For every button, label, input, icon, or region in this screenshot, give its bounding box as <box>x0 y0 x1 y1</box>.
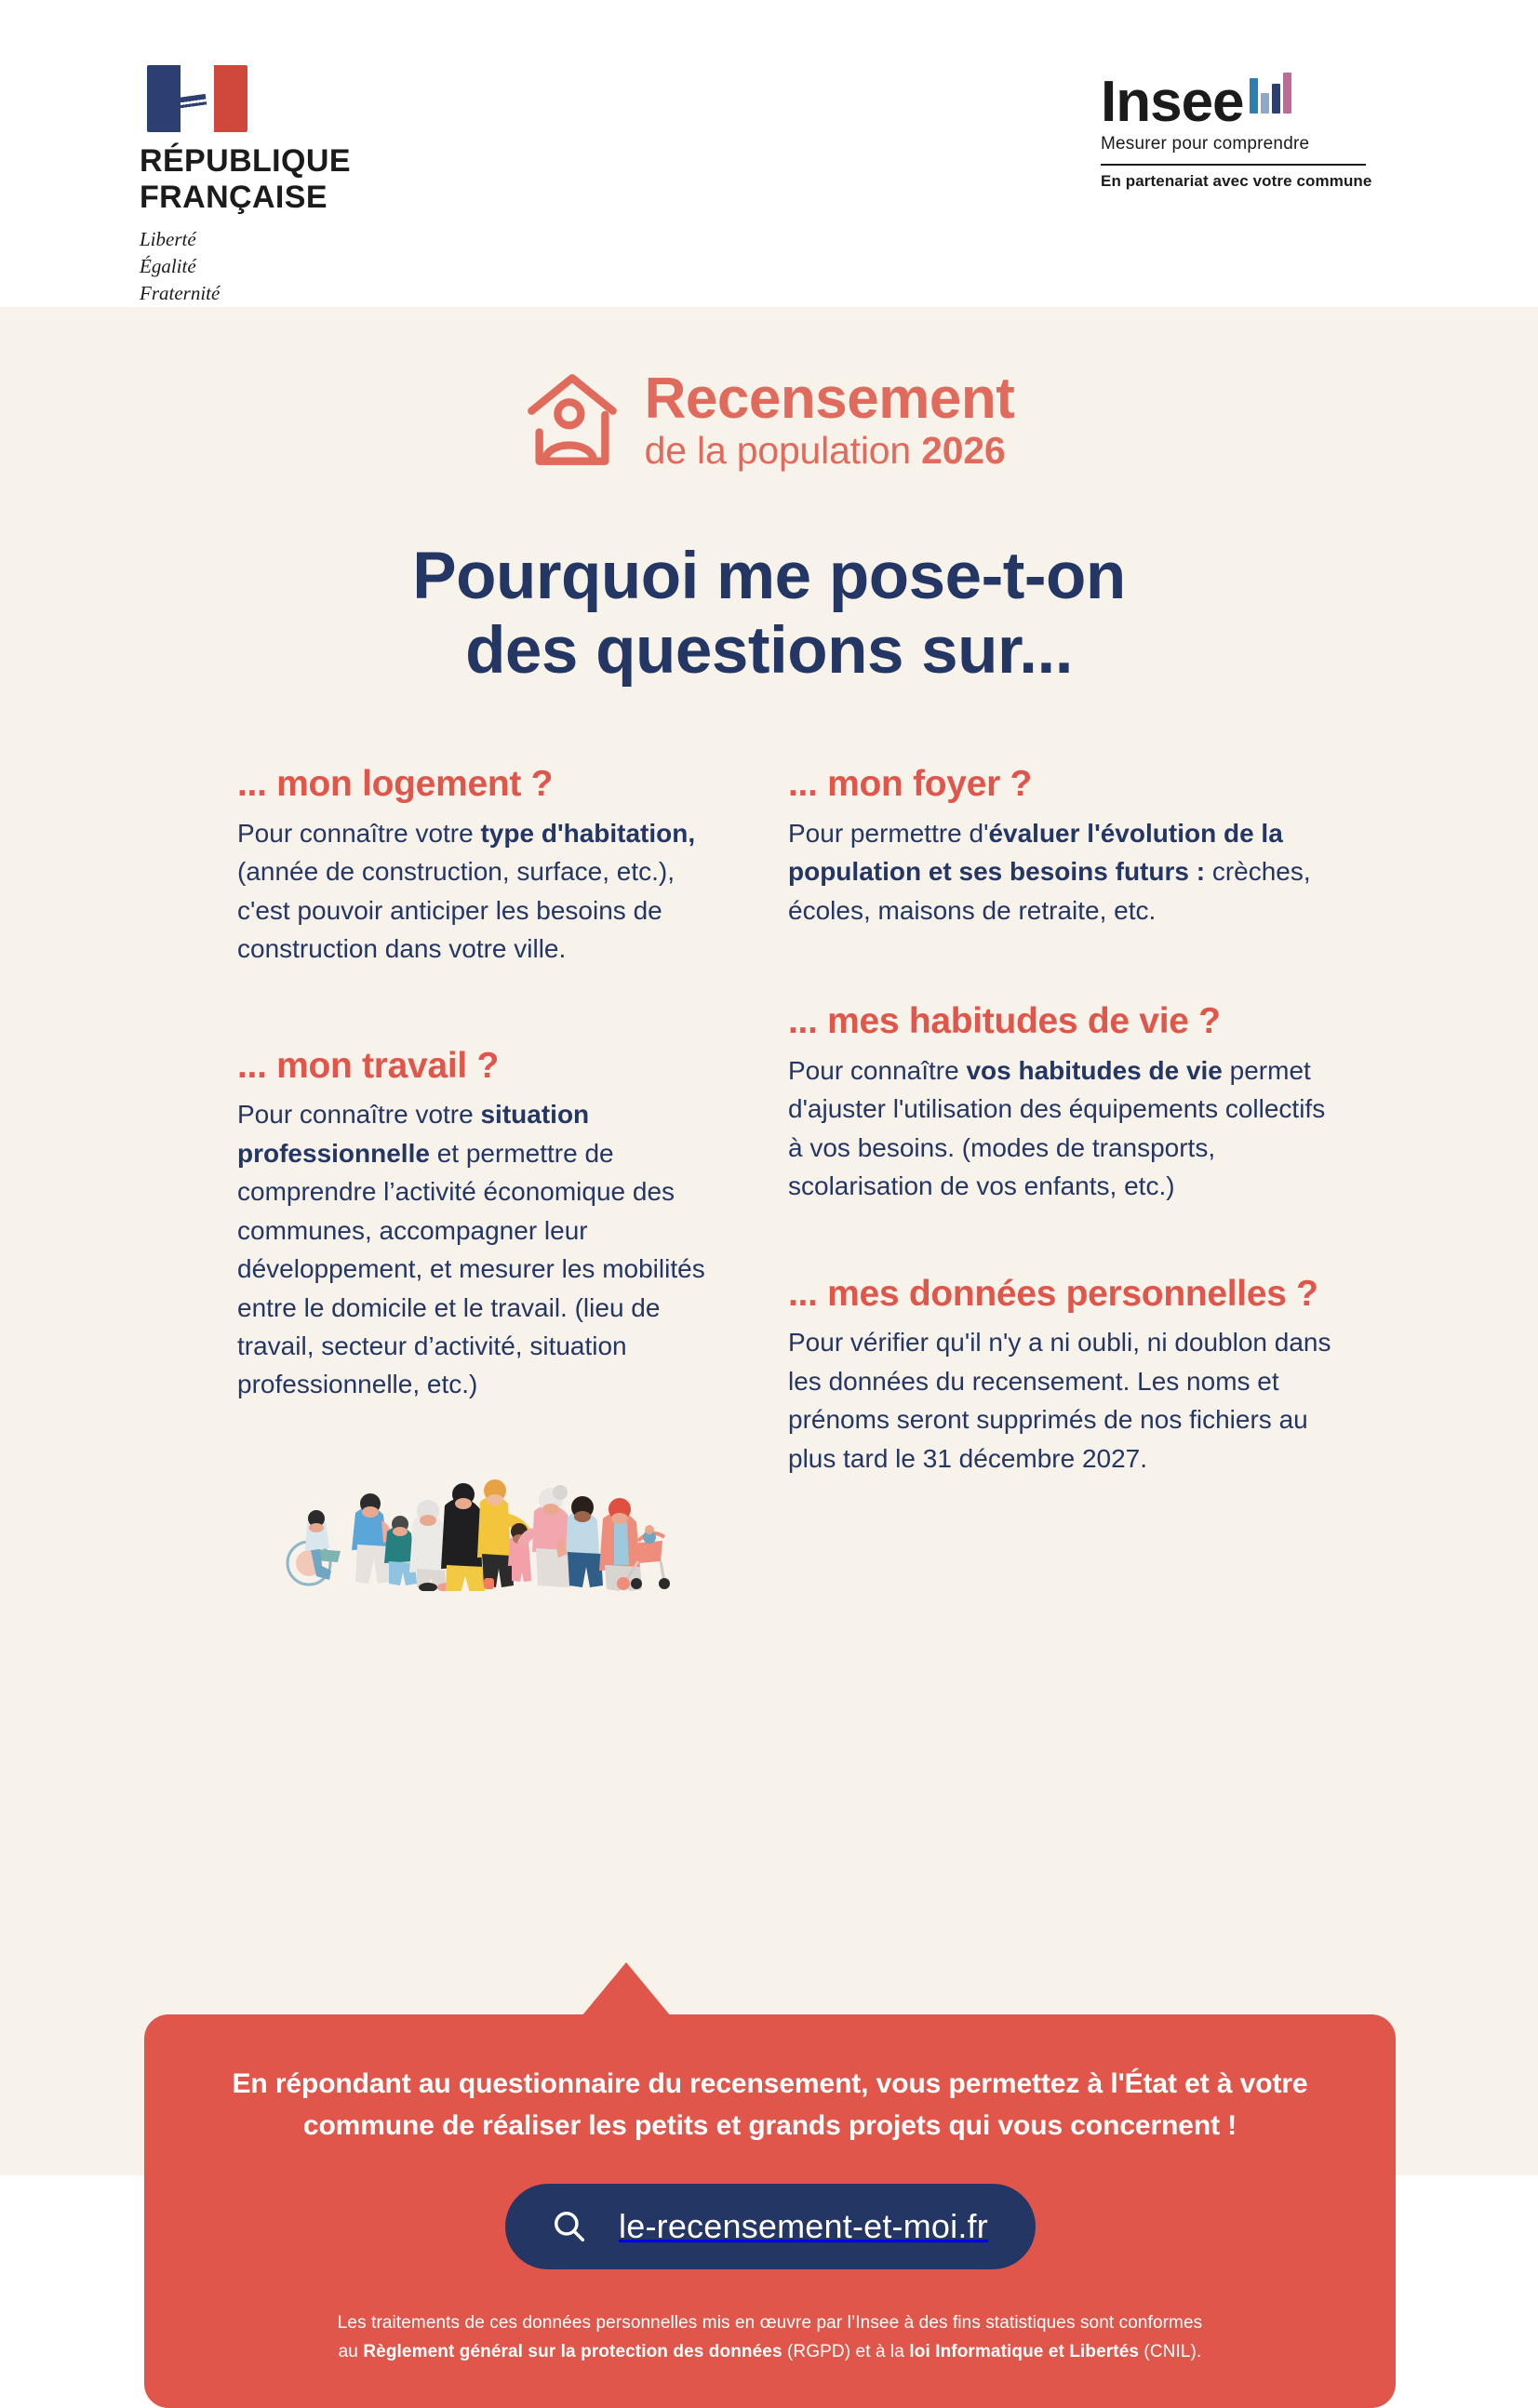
insee-wordmark-row <box>1101 70 1380 135</box>
cta-message-line2: commune de réaliser les petits et grands projets qui vous concernent ! <box>302 2110 1237 2141</box>
search-icon <box>552 2209 587 2244</box>
insee-bar-3 <box>1272 84 1280 114</box>
insee-divider <box>1101 164 1366 166</box>
cta-panel <box>144 2014 1396 2408</box>
page-title-line1: Pourquoi me pose-t-on <box>412 540 1126 613</box>
house-with-person-icon <box>524 372 621 469</box>
section-travail <box>237 1045 721 1404</box>
section-logement-title: ... mon logement ? <box>237 764 554 804</box>
section-travail-text-2: et permettre de comprendre l’activité économique des communes, accompagner leur développement, et mesurer les mobilités entre le domicile et le travail. (lieu de travail, secteur d’activité, situation professionnelle, etc.) <box>237 1138 705 1399</box>
insee-wordmark: Insee <box>1101 70 1244 135</box>
group-of-people-illustration <box>279 1424 670 1591</box>
motto-egalite: Égalité <box>140 254 196 277</box>
republic-name-line1: RÉPUBLIQUE <box>140 143 351 179</box>
left-column <box>237 763 721 1413</box>
legal-notice-line1: Les traitements de ces données personnelles mis en œuvre par l’Insee à des fins statistiques sont conformes <box>337 2313 1203 2333</box>
section-travail-title: ... mon travail ? <box>237 1045 499 1086</box>
section-habitudes-body <box>788 1051 1337 1206</box>
section-travail-body <box>237 1095 721 1404</box>
section-travail-strong-1: situation professionnelle <box>237 1100 590 1168</box>
section-logement-text-1: Pour connaître votre <box>237 818 481 848</box>
census-logo-text <box>644 367 1015 472</box>
section-logement <box>237 763 721 969</box>
left-column-spacer <box>237 978 721 1045</box>
legal-line2-post: (CNIL). <box>1139 2342 1202 2362</box>
insee-partnership-label: En partenariat avec votre commune <box>1101 172 1372 190</box>
insee-tagline: Mesurer pour comprendre <box>1101 134 1310 154</box>
legal-line2-pre: au <box>338 2342 364 2362</box>
flag-red-band <box>214 65 247 132</box>
census-logo-title: Recensement <box>644 367 1015 431</box>
poster-body <box>0 307 1538 2362</box>
census-logo-subtitle-prefix: de la population <box>644 429 922 472</box>
republic-name <box>140 143 400 217</box>
cta-message-line1: En répondant au questionnaire du recensement, vous permettez à l'État et à votre <box>232 2068 1308 2099</box>
section-logement-strong-1: type d'habitation, <box>480 818 696 848</box>
section-logement-body <box>237 814 721 969</box>
census-logo-year: 2026 <box>921 429 1006 472</box>
republique-francaise-logo <box>140 65 400 307</box>
legal-cnil-label: loi Informatique et Libertés <box>909 2342 1140 2362</box>
right-column-spacer-1 <box>788 939 1337 1000</box>
census-logo-subtitle <box>644 429 1015 472</box>
right-column <box>788 763 1337 1487</box>
insee-bar-chart-icon <box>1250 73 1291 114</box>
section-habitudes-text-2: permet d'ajuster l'utilisation des équipements collectifs à vos besoins. (modes de transports, scolarisation de vos enfants, etc.) <box>788 1055 1326 1201</box>
section-foyer-strong-1: évaluer l'évolution de la population et ses besoins futurs : <box>788 818 1283 887</box>
census-logo <box>0 367 1538 472</box>
speech-bubble-tail <box>582 1962 671 2016</box>
section-habitudes-text-1: Pour connaître <box>788 1055 967 1085</box>
census-website-url: le-recensement-et-moi.fr <box>619 2207 988 2245</box>
section-donnees-title: ... mes données personnelles ? <box>788 1273 1318 1314</box>
page-header <box>0 0 1538 316</box>
census-website-button[interactable] <box>505 2184 1036 2269</box>
legal-notice-line2 <box>209 2337 1331 2366</box>
insee-bar-2 <box>1261 93 1269 114</box>
insee-bar-4 <box>1283 73 1291 114</box>
motto-liberte: Liberté <box>140 227 196 250</box>
flag-white-band <box>181 65 214 132</box>
cta-message <box>209 2063 1331 2147</box>
right-column-spacer-2 <box>788 1215 1337 1273</box>
motto-fraternite: Fraternité <box>140 281 221 304</box>
republic-name-line2: FRANÇAISE <box>140 180 328 216</box>
section-logement-text-2: (année de construction, surface, etc.), c'est pouvoir anticiper les besoins de construction dans votre ville. <box>237 857 675 964</box>
insee-logo <box>1101 70 1380 191</box>
legal-line2-mid: (RGPD) et à la <box>782 2342 910 2362</box>
section-donnees-body: Pour vérifier qu'il n'y a ni oubli, ni doublon dans les données du recensement. Les noms et prénoms seront supprimés de nos fichiers au plus tard le 31 décembre 2027. <box>788 1328 1331 1473</box>
page-title-line2: des questions sur... <box>465 613 1073 688</box>
section-travail-text-1: Pour connaître votre <box>237 1100 481 1130</box>
french-flag-marianne-icon <box>147 65 247 132</box>
cta-footer <box>144 2014 1396 2408</box>
section-habitudes <box>788 1000 1337 1206</box>
legal-notice <box>209 2308 1331 2367</box>
page-title <box>0 540 1538 688</box>
legal-rgpd-label: Règlement général sur la protection des données <box>363 2342 782 2362</box>
section-foyer-title: ... mon foyer ? <box>788 764 1033 804</box>
section-foyer <box>788 763 1337 930</box>
insee-bar-1 <box>1250 78 1258 114</box>
section-donnees-personnelles <box>788 1273 1337 1478</box>
section-foyer-text-1: Pour permettre d' <box>788 818 989 848</box>
section-habitudes-strong-1: vos habitudes de vie <box>966 1055 1223 1085</box>
section-foyer-body <box>788 814 1337 930</box>
section-foyer-text-2: crèches, écoles, maisons de retraite, etc. <box>788 857 1311 925</box>
republic-motto <box>140 226 400 307</box>
section-habitudes-title: ... mes habitudes de vie ? <box>788 1001 1221 1042</box>
